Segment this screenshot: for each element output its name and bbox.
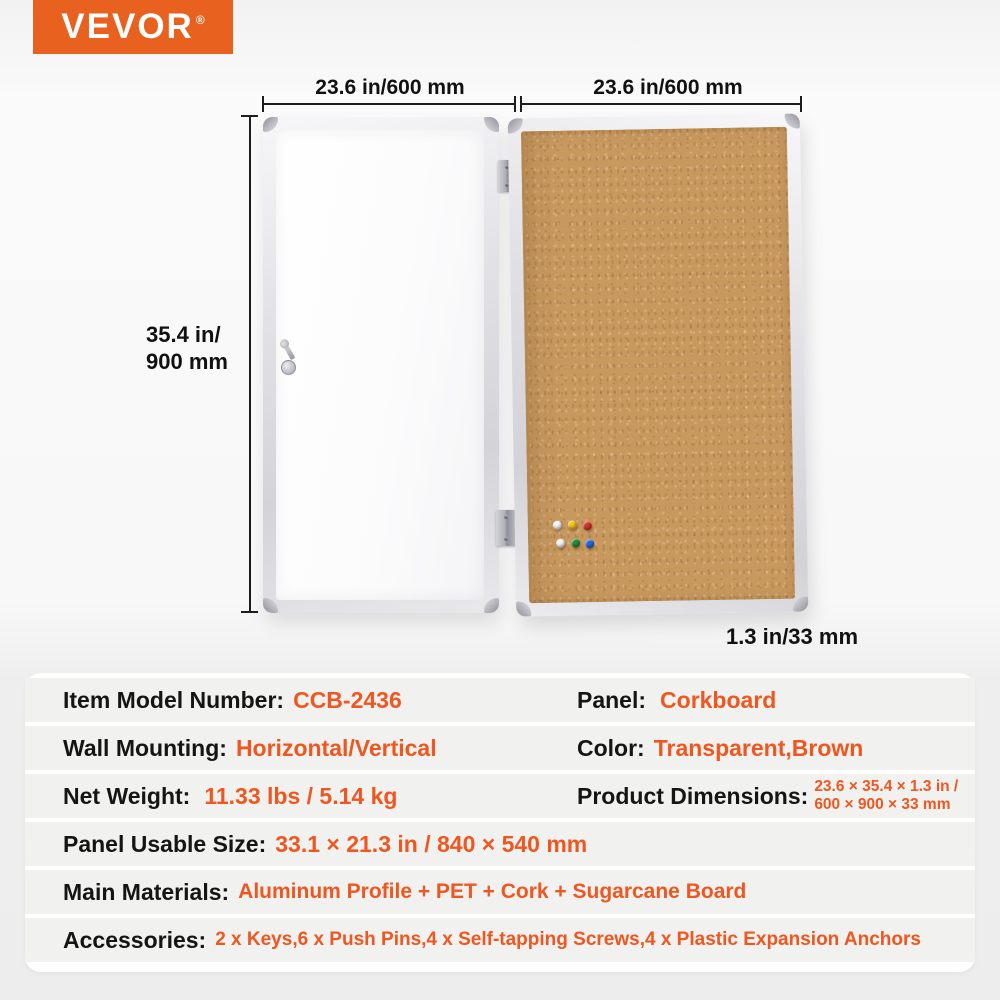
corner-cap <box>484 598 499 613</box>
spec-row-usable-size <box>25 822 975 866</box>
dim-tick <box>800 96 802 112</box>
hinge-bottom-icon <box>496 510 516 546</box>
spec-value: Transparent,Brown <box>653 734 864 761</box>
corner-cap <box>793 596 808 611</box>
vevor-logo <box>33 0 233 54</box>
door-lock <box>281 360 296 375</box>
spec-cell <box>63 831 587 858</box>
spec-label: Net Weight: <box>63 782 191 809</box>
spec-row-mounting-color <box>25 726 975 770</box>
product-dimensions-line1: 23.6 × 35.4 × 1.3 in / <box>814 778 959 795</box>
registered-trademark-icon: ® <box>195 13 205 27</box>
spec-cell <box>63 879 746 906</box>
height-label-line1: 35.4 in/ <box>146 322 221 347</box>
spec-label: Main Materials: <box>63 878 230 905</box>
door-glass <box>276 130 484 600</box>
spec-label: Accessories: <box>63 926 207 953</box>
glass-door-panel <box>263 117 499 613</box>
spec-label: Panel Usable Size: <box>63 830 267 857</box>
height-dim-line <box>249 116 251 612</box>
cork-surface <box>521 127 795 604</box>
height-label <box>146 321 241 375</box>
corner-cap <box>516 601 531 616</box>
corner-cap <box>263 117 278 132</box>
spec-row-weight-dimensions <box>25 774 975 818</box>
dim-tick <box>241 611 258 613</box>
door-width-dim-line <box>263 103 516 105</box>
spec-value: CCB-2436 <box>293 686 402 713</box>
spec-cell <box>63 687 577 714</box>
spec-row-model-panel <box>25 678 975 722</box>
corner-cap <box>785 113 800 128</box>
dim-tick <box>520 96 522 112</box>
spec-value: 11.33 lbs / 5.14 kg <box>204 782 398 809</box>
spec-cell <box>63 927 921 954</box>
dim-tick <box>241 115 258 117</box>
dim-tick <box>514 96 516 112</box>
corner-cap <box>484 117 499 132</box>
spec-value: 33.1 × 21.3 in / 840 × 540 mm <box>275 830 588 857</box>
push-pin-yellow <box>568 520 577 529</box>
spec-value: Horizontal/Vertical <box>235 734 437 761</box>
depth-label: 1.3 in/33 mm <box>725 624 859 649</box>
board-width-label: 23.6 in/600 mm <box>593 76 743 99</box>
spec-cell <box>577 687 776 714</box>
board-width-dim-line <box>521 103 802 105</box>
spec-value: Corkboard <box>660 686 777 713</box>
corner-cap <box>263 598 278 613</box>
vevor-logo-text: VEVOR <box>61 7 194 46</box>
spec-cell <box>63 783 577 810</box>
product-dimensions-line2: 600 × 900 × 33 mm <box>814 796 951 813</box>
spec-value: Aluminum Profile + PET + Cork + Sugarcane Board <box>238 880 747 903</box>
height-label-line2: 900 mm <box>146 349 228 374</box>
spec-label: Wall Mounting: <box>63 734 227 761</box>
spec-value-two-line <box>814 778 958 814</box>
spec-cell <box>577 735 863 762</box>
push-pin-red <box>583 521 592 530</box>
spec-value: 2 x Keys,6 x Push Pins,4 x Self-tapping Screws,4 x Plastic Expansion Anchors <box>215 929 921 950</box>
spec-label: Item Model Number: <box>63 686 285 713</box>
spec-label: Panel: <box>577 686 647 713</box>
spec-cell <box>577 778 958 814</box>
door-width-label: 23.6 in/600 mm <box>315 76 465 99</box>
push-pin-green <box>571 538 580 547</box>
spec-row-accessories <box>25 918 975 962</box>
spec-row-materials <box>25 870 975 914</box>
dim-tick <box>262 96 264 112</box>
corner-cap <box>508 118 523 133</box>
spec-label: Product Dimensions: <box>577 782 809 809</box>
corkboard-panel <box>508 113 809 616</box>
spec-cell <box>63 735 577 762</box>
spec-label: Color: <box>577 734 645 761</box>
spec-table <box>25 673 975 972</box>
